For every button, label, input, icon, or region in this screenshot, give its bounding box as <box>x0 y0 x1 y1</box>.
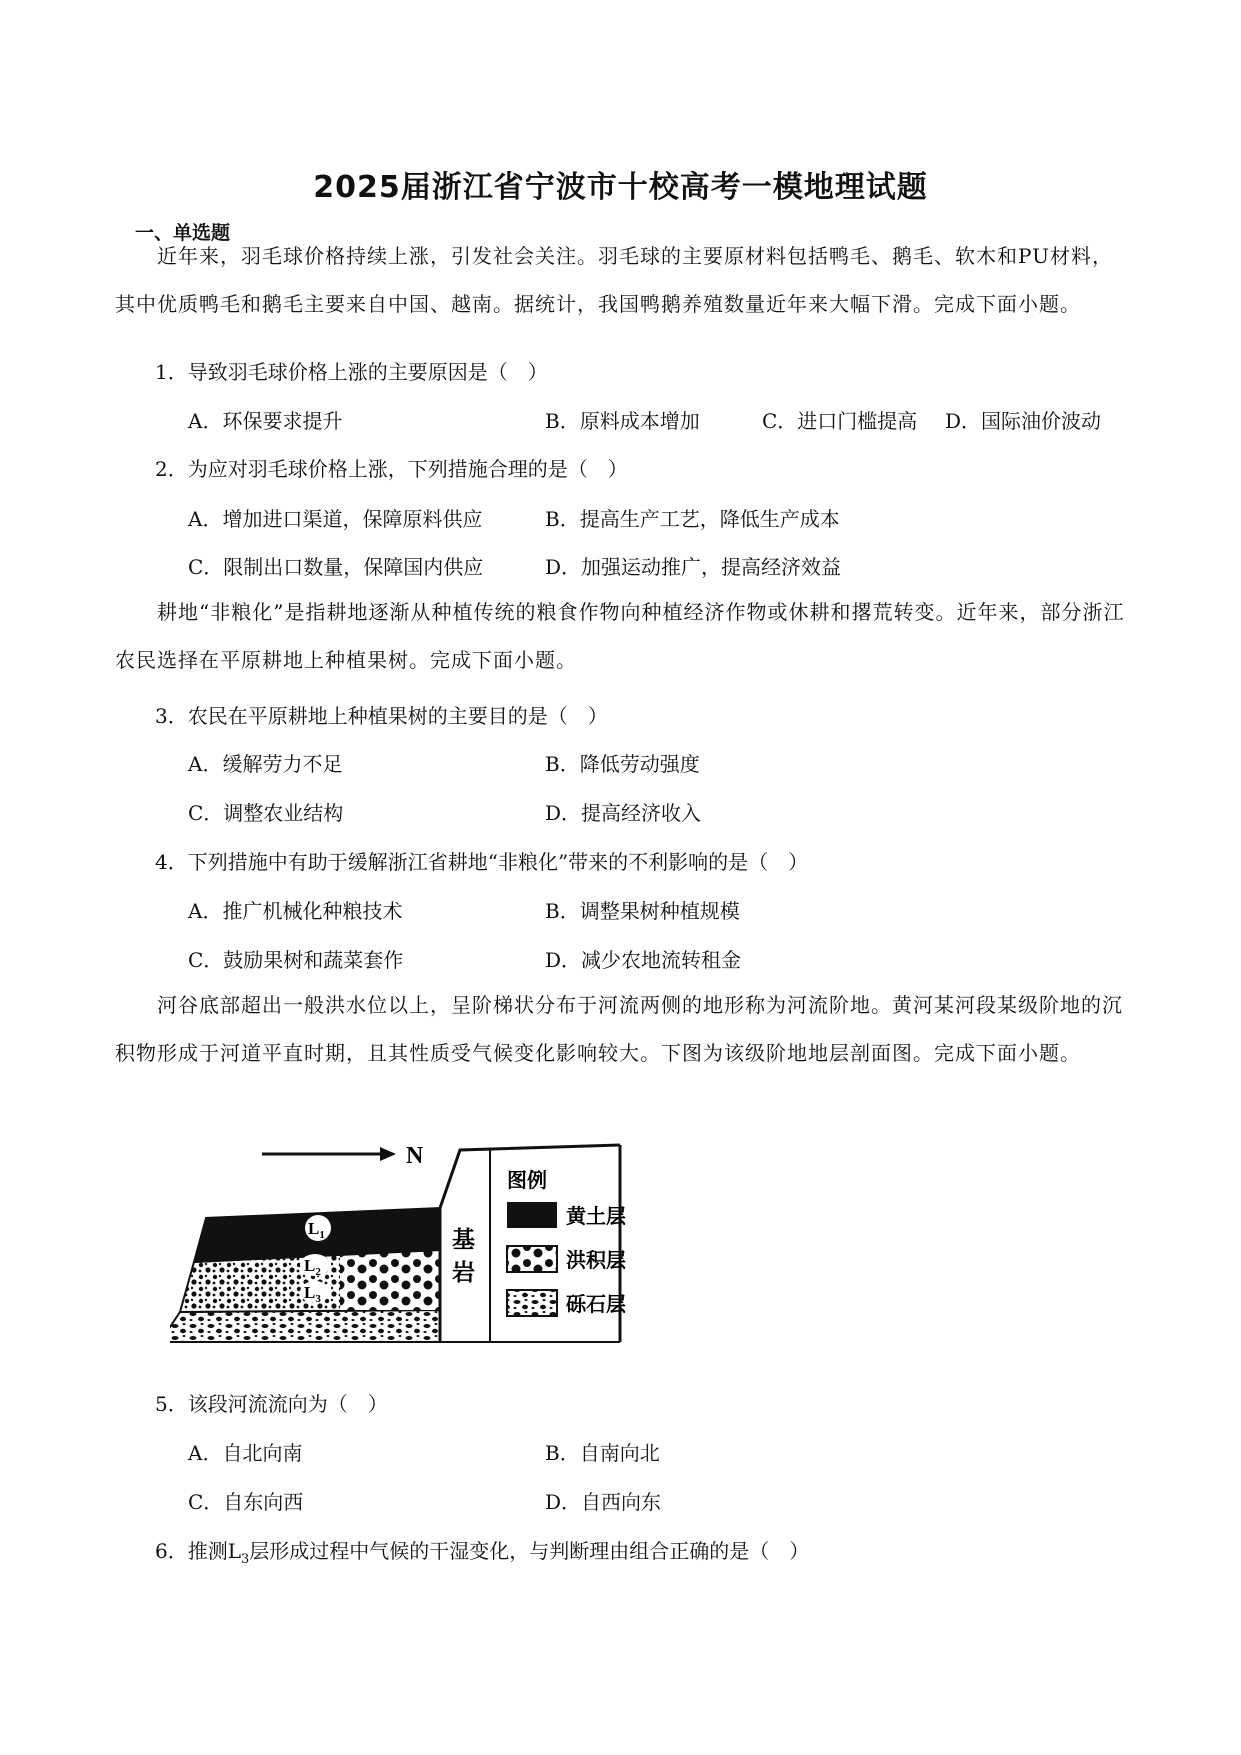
question-1-stem: 1．导致羽毛球价格上涨的主要原因是（ ） <box>155 360 548 384</box>
q2-option-c[interactable]: C．限制出口数量，保障国内供应 <box>188 555 484 579</box>
north-label: N <box>406 1143 424 1169</box>
legend-gravel-swatch <box>507 1290 557 1316</box>
q3-option-d[interactable]: D．提高经济收入 <box>545 801 702 825</box>
l3-label: $L_3$ <box>304 1283 321 1305</box>
question-4-stem: 4．下列措施中有助于缓解浙江省耕地“非粮化”带来的不利影响的是（ ） <box>155 850 809 874</box>
q3-option-c[interactable]: C．调整农业结构 <box>188 801 344 825</box>
q4-option-b[interactable]: B．调整果树种植规模 <box>545 899 740 923</box>
north-arrow-head <box>380 1147 396 1161</box>
legend-loess-swatch <box>507 1202 557 1228</box>
legend-title: 图例 <box>507 1168 547 1192</box>
q5-option-b[interactable]: B．自南向北 <box>545 1441 660 1465</box>
q1-option-c[interactable]: C．进口门槛提高 <box>762 409 918 433</box>
legend-loess-label: 黄土层 <box>566 1204 626 1228</box>
q4-option-a[interactable]: A．推广机械化种粮技术 <box>188 899 403 923</box>
q1-option-d[interactable]: D．国际油价波动 <box>945 409 1102 433</box>
question-6-stem: 6．推测$L_3$层形成过程中气候的干湿变化，与判断理由组合正确的是（ ） <box>155 1539 810 1567</box>
q5-option-d[interactable]: D．自西向东 <box>545 1490 662 1514</box>
q5-option-a[interactable]: A．自北向南 <box>188 1441 303 1465</box>
legend-flood-label: 洪积层 <box>566 1248 626 1272</box>
q4-option-d[interactable]: D．减少农地流转租金 <box>545 948 742 972</box>
q2-option-d[interactable]: D．加强运动推广，提高经济效益 <box>545 555 842 579</box>
passage-2: 耕地“非粮化”是指耕地逐渐从种植传统的粮食作物向种植经济作物或休耕和撂荒转变。近年来，部分浙江农民选择在平原耕地上种植果树。完成下面小题。 <box>115 600 1125 672</box>
question-3-stem: 3．农民在平原耕地上种植果树的主要目的是（ ） <box>155 704 608 728</box>
q3-option-b[interactable]: B．降低劳动强度 <box>545 752 700 776</box>
q4-option-c[interactable]: C．鼓励果树和蔬菜套作 <box>188 948 404 972</box>
passage-3: 河谷底部超出一般洪水位以上，呈阶梯状分布于河流两侧的地形称为河流阶地。黄河某河段某级阶地的沉积物形成于河道平直时期，且其性质受气候变化影响较大。下图为该级阶地地层剖面图。完成下面小题。 <box>115 993 1123 1065</box>
l2-label: $L_2$ <box>304 1256 321 1278</box>
q2-option-b[interactable]: B．提高生产工艺，降低生产成本 <box>545 507 840 531</box>
page-title: 2025届浙江省宁波市十校高考一模地理试题 <box>313 170 928 205</box>
q1-option-a[interactable]: A．环保要求提升 <box>188 409 343 433</box>
bedrock-label-1: 基 <box>452 1227 475 1253</box>
gravel-layer <box>170 1310 440 1342</box>
legend-flood-swatch <box>507 1246 557 1272</box>
passage-1: 近年来，羽毛球价格持续上涨，引发社会关注。羽毛球的主要原材料包括鸭毛、鹅毛、软木和PU材料，其中优质鸭毛和鹅毛主要来自中国、越南。据统计，我国鸭鹅养殖数量近年来大幅下滑。完成下面小题。 <box>115 244 1113 316</box>
question-5-stem: 5．该段河流流向为（ ） <box>155 1392 388 1416</box>
q5-option-c[interactable]: C．自东向西 <box>188 1490 304 1514</box>
question-2-stem: 2．为应对羽毛球价格上涨，下列措施合理的是（ ） <box>155 457 628 481</box>
section-heading: 一、单选题 <box>135 222 231 244</box>
legend-gravel-label: 砾石层 <box>566 1292 626 1316</box>
q3-option-a[interactable]: A．缓解劳力不足 <box>188 752 343 776</box>
l1-label: $L_1$ <box>308 1219 325 1241</box>
flood-layer-coarse <box>340 1250 440 1310</box>
bedrock-label-2: 岩 <box>452 1260 475 1286</box>
q2-option-a[interactable]: A．增加进口渠道，保障原料供应 <box>188 507 483 531</box>
q1-option-b[interactable]: B．原料成本增加 <box>545 409 700 433</box>
terrace-profile-figure <box>170 1130 730 1360</box>
